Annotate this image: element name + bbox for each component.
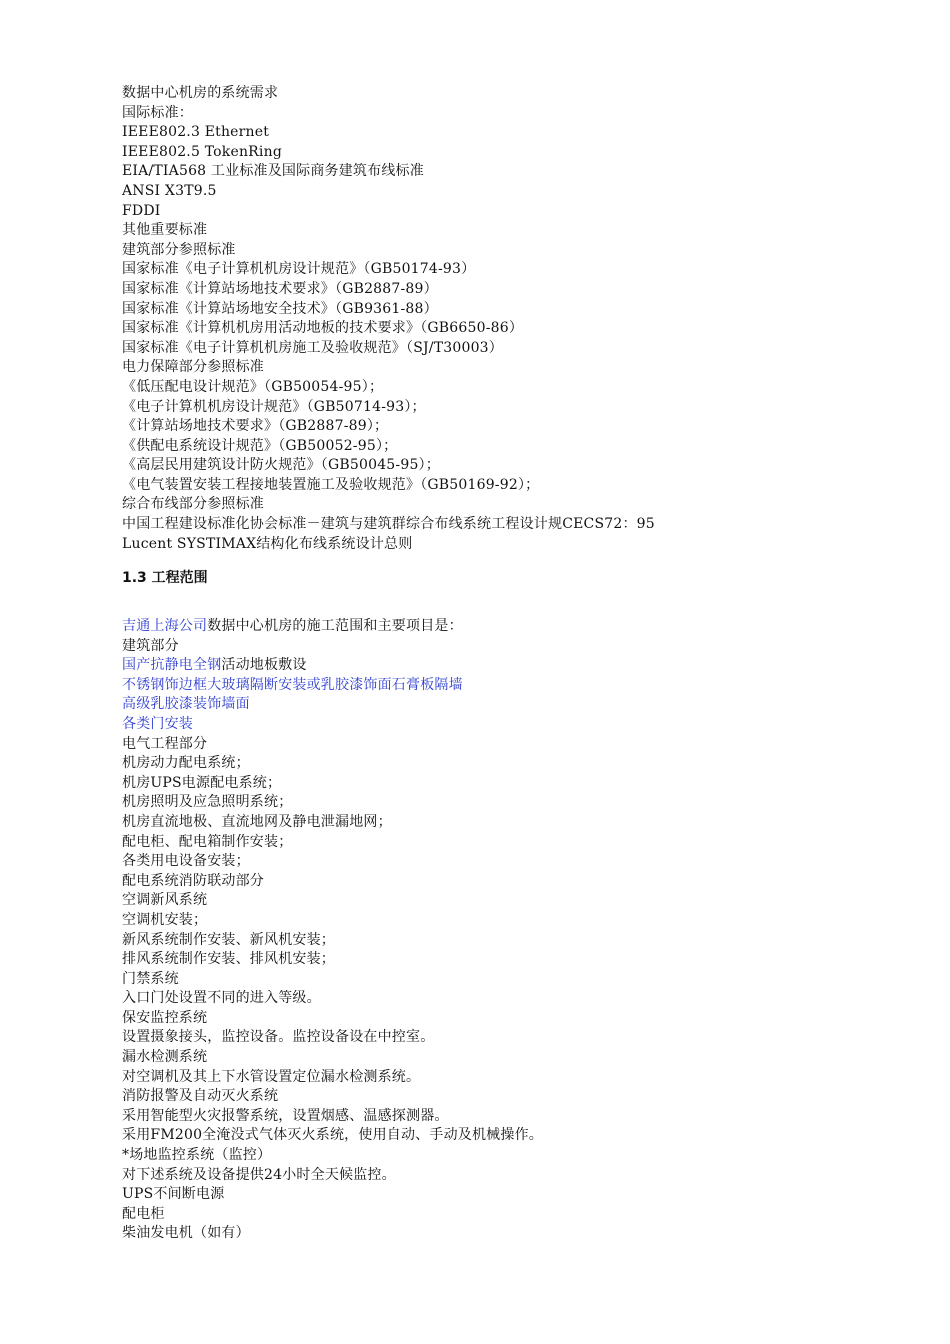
doc-line: 配电柜 xyxy=(122,1205,165,1222)
doc-line: 《高层民用建筑设计防火规范》（GB50045-95）； xyxy=(122,457,440,474)
section-heading: 1.3 工程范围 xyxy=(122,570,208,586)
doc-line: 国家标准《计算站场地安全技术》（GB9361-88） xyxy=(122,300,438,317)
doc-line: 建筑部分参照标准 xyxy=(122,241,236,258)
doc-line: 消防报警及自动灭火系统 xyxy=(122,1088,279,1105)
doc-line: 排风系统制作安装、排风机安装； xyxy=(122,951,335,968)
scope-intro xyxy=(122,617,882,637)
doc-line: 各类用电设备安装； xyxy=(122,853,250,870)
doc-line: 《低压配电设计规范》（GB50054-95）； xyxy=(122,378,384,395)
scope-section xyxy=(122,617,882,1244)
doc-line xyxy=(122,715,882,735)
standards-section xyxy=(122,84,882,554)
doc-line: 国际标准： xyxy=(122,104,193,121)
doc-line xyxy=(122,695,882,715)
doc-line: 国家标准《电子计算机机房施工及验收规范》（SJ/T30003） xyxy=(122,339,503,356)
doc-line: 设置摄象接头，监控设备。监控设备设在中控室。 xyxy=(122,1029,435,1046)
doc-line: 《电气装置安装工程接地装置施工及验收规范》（GB50169-92）； xyxy=(122,476,540,493)
doc-line: 采用智能型火灾报警系统，设置烟感、温感探测器。 xyxy=(122,1107,449,1124)
item-link[interactable]: 国产抗静电全钢 xyxy=(122,657,222,674)
doc-line: 空调机安装； xyxy=(122,911,208,928)
company-link[interactable]: 吉通上海公司 xyxy=(122,618,208,634)
doc-line xyxy=(122,676,882,696)
doc-line: ANSI X3T9.5 xyxy=(122,182,217,199)
doc-line: 机房动力配电系统； xyxy=(122,755,250,772)
doc-line: 配电柜、配电箱制作安装； xyxy=(122,833,293,850)
doc-line: Lucent SYSTIMAX结构化布线系统设计总则 xyxy=(122,535,413,552)
doc-line: 机房直流地极、直流地网及静电泄漏地网； xyxy=(122,813,392,830)
doc-line: 《计算站场地技术要求》（GB2887-89）； xyxy=(122,418,389,435)
item-link[interactable]: 高级乳胶漆装饰墙面 xyxy=(122,696,250,713)
doc-line: 漏水检测系统 xyxy=(122,1049,208,1066)
doc-line: IEEE802.3 Ethernet xyxy=(122,124,270,141)
doc-line: EIA/TIA568 工业标准及国际商务建筑布线标准 xyxy=(122,163,424,180)
doc-line: FDDI xyxy=(122,202,161,219)
doc-line xyxy=(122,656,882,676)
doc-line: IEEE802.5 TokenRing xyxy=(122,143,282,160)
item-text: 活动地板敷设 xyxy=(221,657,307,674)
doc-line: 电力保障部分参照标准 xyxy=(122,359,264,376)
item-link[interactable]: 不锈钢饰边框大玻璃隔断安装或乳胶漆饰面石膏板隔墙 xyxy=(122,676,463,693)
doc-line: 国家标准《电子计算机机房设计规范》（GB50174-93） xyxy=(122,261,476,278)
doc-line: 中国工程建设标准化协会标准－建筑与建筑群综合布线系统工程设计规CECS72：95 xyxy=(122,516,655,533)
doc-line: 数据中心机房的系统需求 xyxy=(122,85,279,101)
doc-line: 建筑部分 xyxy=(122,637,179,654)
doc-line: 电气工程部分 xyxy=(122,735,208,752)
doc-line: 机房照明及应急照明系统； xyxy=(122,794,293,811)
doc-line: 新风系统制作安装、新风机安装； xyxy=(122,931,335,948)
doc-line: *场地监控系统（监控） xyxy=(122,1147,272,1164)
doc-line: 保安监控系统 xyxy=(122,1009,208,1026)
doc-line: 国家标准《计算机机房用活动地板的技术要求》（GB6650-86） xyxy=(122,320,524,337)
doc-line: 入口门处设置不同的进入等级。 xyxy=(122,990,321,1007)
doc-line: UPS不间断电源 xyxy=(122,1186,225,1203)
doc-line: 空调新风系统 xyxy=(122,892,208,909)
item-link[interactable]: 各类门安装 xyxy=(122,715,193,732)
doc-line: 门禁系统 xyxy=(122,970,179,987)
doc-line: 综合布线部分参照标准 xyxy=(122,496,264,513)
doc-line: 其他重要标准 xyxy=(122,222,208,239)
doc-line: 《电子计算机机房设计规范》（GB50714-93）； xyxy=(122,398,426,415)
doc-line: 柴油发电机（如有） xyxy=(122,1225,250,1242)
doc-line: 采用FM200全淹没式气体灭火系统，使用自动、手动及机械操作。 xyxy=(122,1127,543,1144)
doc-line: 国家标准《计算站场地技术要求》（GB2887-89） xyxy=(122,280,438,297)
doc-line: 对空调机及其上下水管设置定位漏水检测系统。 xyxy=(122,1068,421,1085)
doc-line: 配电系统消防联动部分 xyxy=(122,872,264,889)
doc-line: 《供配电系统设计规范》（GB50052-95）； xyxy=(122,437,398,454)
doc-line: 对下述系统及设备提供24小时全天候监控。 xyxy=(122,1166,396,1183)
intro-text: 数据中心机房的施工范围和主要项目是： xyxy=(207,618,463,634)
doc-line: 机房UPS电源配电系统； xyxy=(122,774,282,791)
